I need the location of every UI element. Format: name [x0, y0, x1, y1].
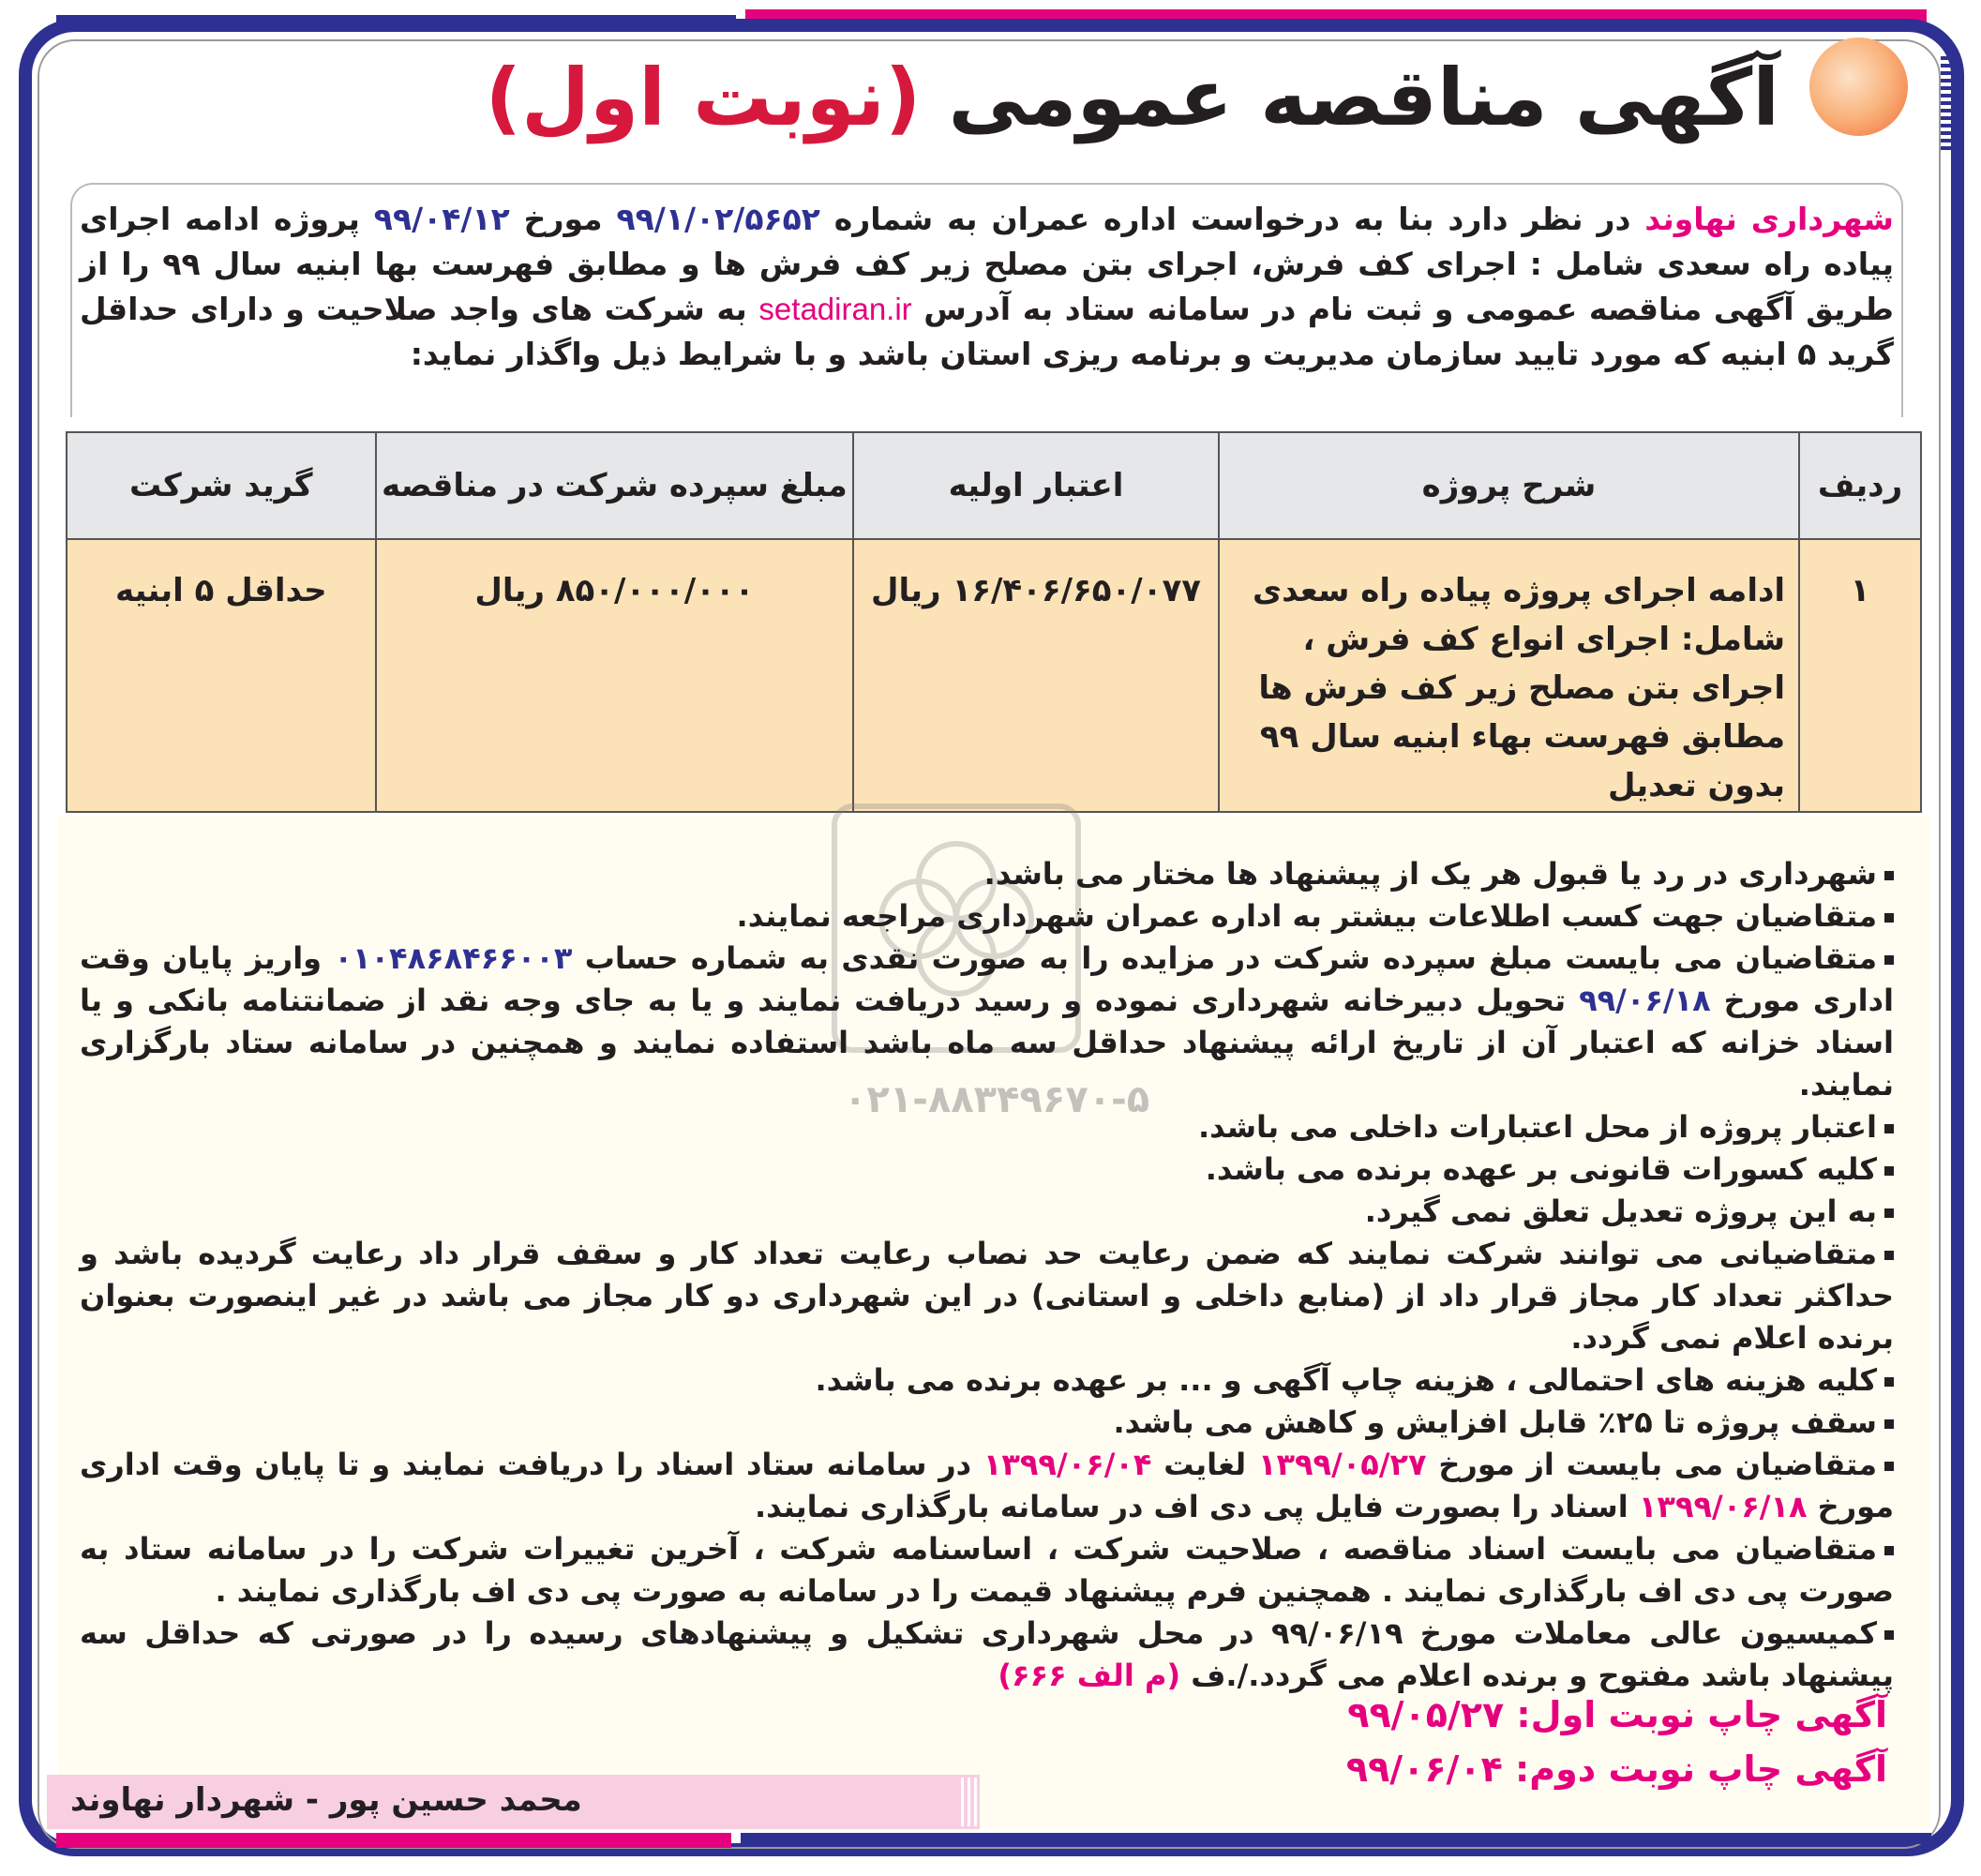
- list-item: متقاضیان جهت کسب اطلاعات بیشتر به اداره عمران شهرداری مراجعه نمایند.: [80, 895, 1894, 938]
- bottom-pink-bar: [56, 1833, 731, 1848]
- list-item: شهرداری در رد یا قبول هر یک از پیشنهاد ها مختار می باشد.: [80, 853, 1894, 895]
- intro-text-3: پروژه ادامه اجرای پیاده راه سعدی شامل : اجرای کف فرش، اجرای بتن مصلح زیر کف فرش ها و مطابق فهرست بها ابنیه سال ۹۹ را از طریق آگهی مناقصه عمومی و ثبت نام در سامانه ستاد به آدرس: [80, 201, 1894, 327]
- bullet-icon: [1884, 1462, 1894, 1471]
- docs-end-date: ۱۳۹۹/۰۶/۰۴: [983, 1447, 1152, 1482]
- col-header-row-num: ردیف: [1799, 432, 1921, 539]
- bullet-icon: [1884, 913, 1894, 923]
- col-header-credit: اعتبار اولیه: [853, 432, 1219, 539]
- watermark-phone: ۰۲۱-۸۸۳۴۹۶۷۰-۵: [844, 1078, 1150, 1121]
- cell-credit: ۱۶/۴۰۶/۶۵۰/۰۷۷ ریال: [853, 539, 1219, 812]
- upload-deadline: ۱۳۹۹/۰۶/۱۸: [1638, 1489, 1808, 1524]
- bullet-icon: [1884, 1251, 1894, 1260]
- conditions-list: [80, 853, 1894, 1697]
- print-second: آگهی چاپ نوبت دوم: ۹۹/۰۶/۰۴: [1345, 1748, 1887, 1790]
- orb-icon: [1809, 38, 1908, 136]
- col-header-desc: شرح پروژه: [1219, 432, 1799, 539]
- deposit-deadline: ۹۹/۰۶/۱۸: [1579, 983, 1711, 1018]
- bullet-icon: [1884, 1630, 1894, 1640]
- signature-stripes: [961, 1778, 982, 1826]
- bullet-icon: [1884, 1419, 1894, 1429]
- setad-url[interactable]: setadiran.ir: [758, 292, 912, 326]
- list-item: به این پروژه تعدیل تعلق نمی گیرد.: [80, 1191, 1894, 1233]
- title-main: آگهی مناقصه عمومی: [948, 52, 1779, 143]
- bottom-blue-bar: [741, 1833, 1931, 1844]
- list-item: متقاضیان می بایست اسناد مناقصه ، صلاحیت شرکت ، اساسنامه شرکت ، آخرین تغییرات شرکت را در سامانه ستاد به صورت پی دی اف بارگذاری نمایند . همچنین فرم پیشنهاد قیمت را در سامانه به صورت پی دی اف بارگذاری نمایند .: [80, 1531, 1894, 1609]
- bullet-icon: [1884, 1377, 1894, 1387]
- intro-text-1: در نظر دارد بنا به درخواست اداره عمران به شماره: [819, 201, 1645, 237]
- table-header-row: [67, 432, 1921, 539]
- list-item: کمیسیون عالی معاملات مورخ ۹۹/۰۶/۱۹ در محل شهرداری تشکیل و پیشنهادهای رسیده را در صورتی که حداقل سه پیشنهاد باشد مفتوح و برنده اعلام می گردد./.ف (م الف ۶۶۶): [80, 1615, 1894, 1693]
- cell-desc: ادامه اجرای پروژه پیاده راه سعدی شامل: اجرای انواع کف فرش ، اجرای بتن مصلح زیر کف فرش ها مطابق فهرست بهاء ابنیه سال ۹۹ بدون تعدیل: [1219, 539, 1799, 812]
- list-item: متقاضیان می بایست از مورخ ۱۳۹۹/۰۵/۲۷ لغایت ۱۳۹۹/۰۶/۰۴ در سامانه ستاد اسناد را دریافت نمایند و تا پایان وقت اداری مورخ ۱۳۹۹/۰۶/۱۸ اسناد را بصورت فایل پی دی اف در سامانه بارگذاری نمایند.: [80, 1447, 1894, 1524]
- tender-table: [66, 431, 1922, 813]
- side-stripes: [1941, 56, 1952, 150]
- cell-deposit: ۸۵۰/۰۰۰/۰۰۰ ریال: [376, 539, 853, 812]
- title-accent: (نوبت اول): [485, 52, 922, 143]
- request-date: ۹۹/۰۴/۱۲: [373, 201, 510, 237]
- reference-code: (م الف ۶۶۶): [998, 1658, 1181, 1693]
- intro-text-4: به شرکت های واجد صلاحیت و دارای حداقل گرید ۵ ابنیه که مورد تایید سازمان مدیریت و برنامه ریزی استان باشد و با شرایط ذیل واگذار نماید:: [80, 291, 1894, 372]
- bullet-icon: [1884, 955, 1894, 965]
- col-header-grade: گرید شرکت: [67, 432, 376, 539]
- cell-row-num: ۱: [1799, 539, 1921, 812]
- list-item: کلیه کسورات قانونی بر عهده برنده می باشد.: [80, 1148, 1894, 1191]
- docs-start-date: ۱۳۹۹/۰۵/۲۷: [1257, 1447, 1427, 1482]
- bullet-icon: [1884, 1208, 1894, 1218]
- request-number: ۹۹/۱/۰۲/۵۶۵۲: [616, 201, 820, 237]
- print-dates: [1346, 1688, 1887, 1796]
- list-item: اعتبار پروژه از محل اعتبارات داخلی می باشد.: [80, 1106, 1894, 1148]
- bullet-icon: [1884, 1124, 1894, 1133]
- intro-paragraph: [80, 197, 1894, 377]
- print-first: آگهی چاپ نوبت اول: ۹۹/۰۵/۲۷: [1347, 1694, 1887, 1735]
- org-name: شهرداری نهاوند: [1644, 201, 1894, 237]
- intro-text-2: مورخ: [509, 201, 617, 237]
- col-header-deposit: مبلغ سپرده شرکت در مناقصه: [376, 432, 853, 539]
- list-item: کلیه هزینه های احتمالی ، هزینه چاپ آگهی و ... بر عهده برنده می باشد.: [80, 1359, 1894, 1402]
- list-item: متقاضیان می بایست مبلغ سپرده شرکت در مزایده را به صورت نقدی به شماره حساب ۰۱۰۴۸۶۸۴۶۶۰۰۳ واریز پایان وقت اداری مورخ ۹۹/۰۶/۱۸ تحویل دبیرخانه شهرداری نموده و رسید دریافت نمایند و یا به جای وجه نقد از ضمانتنامه بانکی و یا اسناد خزانه که اعتبار آن از تاریخ ارائه پیشنهاد حداقل سه ماه باشد استفاده نمایند و همچنین در سامانه ستاد بارگزاری نمایند.: [80, 940, 1895, 1103]
- bullet-icon: [1884, 1546, 1894, 1555]
- list-item: متقاضیانی می توانند شرکت نمایند که ضمن رعایت حد نصاب رعایت تعداد کار و سقف قرار داد رعایت گردیده باشد و حداکثر تعداد کار مجاز قرار داد از (منابع داخلی و استانی) در این شهرداری دو کار مجاز می باشد در غیر اینصورت بعنوان برنده اعلام نمی گردد.: [80, 1236, 1894, 1356]
- cell-grade: حداقل ۵ ابنیه: [67, 539, 376, 812]
- list-item: سقف پروژه تا ۲۵٪ قابل افزایش و کاهش می باشد.: [80, 1402, 1894, 1444]
- signature: محمد حسین پور - شهردار نهاوند: [70, 1781, 582, 1819]
- account-number: ۰۱۰۴۸۶۸۴۶۶۰۰۳: [334, 940, 573, 976]
- table-row: [67, 539, 1921, 812]
- page-title: [486, 52, 1779, 143]
- bullet-icon: [1884, 871, 1894, 880]
- bullet-icon: [1884, 1166, 1894, 1176]
